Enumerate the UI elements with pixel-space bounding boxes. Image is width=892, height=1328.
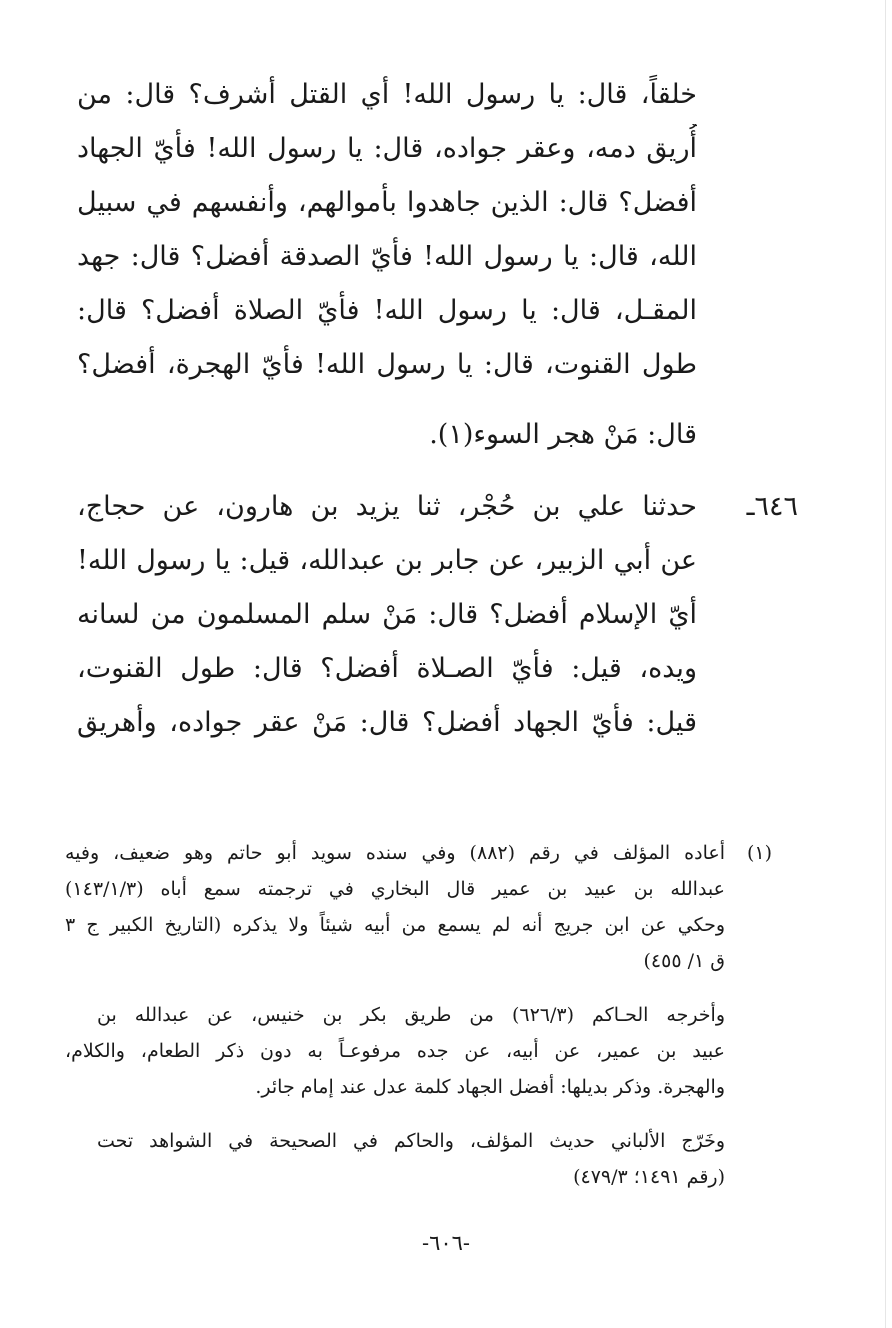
main-text-line: المقـل، قال: يا رسول الله! فأيّ الصلاة أفضل؟ قال: xyxy=(77,295,697,326)
main-text-line: خلقاً، قال: يا رسول الله! أي القتل أشرف؟ قال: من xyxy=(77,79,697,110)
main-text-line: قال: مَنْ هجر السوء(١). xyxy=(429,419,697,450)
footnote-line: وأخرجه الحـاكم (٦٢٦/٣) من طريق بكر بن خنيس، عن عبدالله بن xyxy=(97,1004,725,1026)
main-text-line: ويده، قيل: فأيّ الصـلاة أفضل؟ قال: طول القنوت، xyxy=(77,653,697,684)
main-text-line: الله، قال: يا رسول الله! فأيّ الصدقة أفضل؟ قال: جهد xyxy=(77,241,697,272)
main-text-line: أيّ الإسلام أفضل؟ قال: مَنْ سلم المسلمون من لسانه xyxy=(77,599,697,630)
footnote-marker: (١) xyxy=(746,842,772,864)
page-edge-shadow xyxy=(885,0,886,1328)
footnote-line: أعاده المؤلف في رقم (٨٨٢) وفي سنده سويد أبو حاتم وهو ضعيف، وفيه xyxy=(65,842,725,864)
main-text-line: عن أبي الزبير، عن جابر بن عبدالله، قيل: يا رسول الله! xyxy=(77,545,697,576)
page-number: -٦٠٦- xyxy=(421,1231,471,1255)
footnote-line: وحكي عن ابن جريج أنه لم يسمع من أبيه شيئاً ولا يذكره (التاريخ الكبير ج ٣ xyxy=(65,914,725,936)
hadith-number: ٦٤٦ـ xyxy=(746,491,798,522)
main-text-line: أفضل؟ قال: الذين جاهدوا بأموالهم، وأنفسهم في سبيل xyxy=(77,187,697,218)
footnote-line: (رقم ١٤٩١؛ ٤٧٩/٣) xyxy=(573,1166,725,1188)
footnote-line: ق ١/ ٤٥٥) xyxy=(643,950,725,972)
footnote-line: والهجرة. وذكر بديلها: أفضل الجهاد كلمة عدل عند إمام جائر. xyxy=(255,1076,725,1098)
main-text-line: حدثنا علي بن حُجْر، ثنا يزيد بن هارون، عن حجاج، xyxy=(77,491,697,522)
footnote-line: وخَرّج الألباني حديث المؤلف، والحاكم في الصحيحة في الشواهد تحت xyxy=(97,1130,725,1152)
footnote-line: عبيد بن عمير، عن أبيه، عن جده مرفوعـاً به دون ذكر الطعام، والكلام، xyxy=(65,1040,725,1062)
main-text-line: قيل: فأيّ الجهاد أفضل؟ قال: مَنْ عقر جواده، وأهريق xyxy=(77,707,697,738)
main-text-line: أُريق دمه، وعقر جواده، قال: يا رسول الله! فأيّ الجهاد xyxy=(77,133,697,164)
footnote-line: عبدالله بن عبيد بن عمير قال البخاري في ترجمته سمع أباه (١٤٣/١/٣) xyxy=(65,878,725,900)
main-text-line: طول القنوت، قال: يا رسول الله! فأيّ الهجرة، أفضل؟ xyxy=(77,349,697,380)
